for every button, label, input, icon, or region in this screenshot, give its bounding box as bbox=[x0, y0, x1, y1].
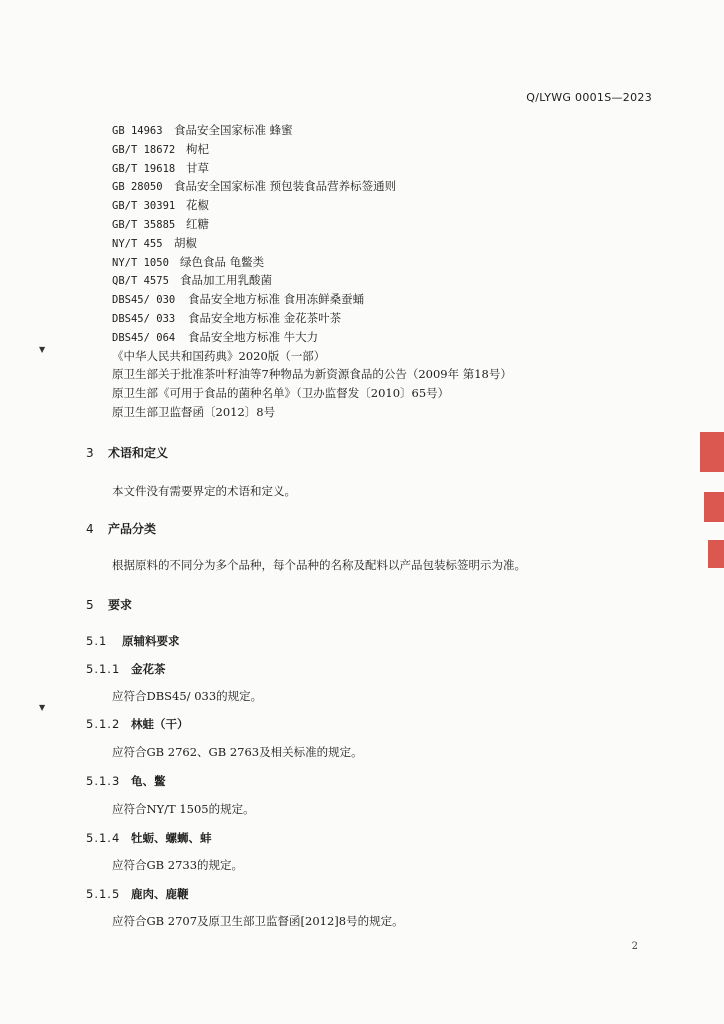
section-title: 林蛙（干） bbox=[131, 717, 189, 731]
section-title: 牡蛎、螺蛳、蚌 bbox=[131, 831, 212, 845]
reference-item bbox=[112, 234, 512, 253]
reference-code: DBS45/ 033 bbox=[112, 312, 176, 325]
section-title: 原辅料要求 bbox=[122, 634, 180, 648]
section-5-1-2-heading bbox=[86, 716, 189, 732]
reference-item bbox=[112, 347, 512, 366]
reference-code: GB/T 18672 bbox=[112, 143, 176, 156]
reference-item bbox=[112, 196, 512, 215]
seal-fragment bbox=[704, 492, 724, 522]
section-title: 龟、鳖 bbox=[131, 774, 166, 788]
reference-code: GB/T 35885 bbox=[112, 218, 176, 231]
section-title: 术语和定义 bbox=[108, 446, 169, 460]
reference-code: NY/T 1050 bbox=[112, 256, 169, 269]
section-number: 4 bbox=[86, 522, 94, 536]
scan-speck: ▼ bbox=[39, 345, 46, 354]
section-5-1-1-heading bbox=[86, 661, 166, 677]
section-number: 5.1.5 bbox=[86, 887, 121, 901]
section-4-body: 根据原料的不同分为多个品种，每个品种的名称及配料以产品包装标签明示为准。 bbox=[112, 558, 526, 572]
reference-item bbox=[112, 403, 512, 422]
section-5-1-2-body: 应符合GB 2762、GB 2763及相关标准的规定。 bbox=[112, 745, 363, 759]
document-code: Q/LYWG 0001S—2023 bbox=[526, 91, 652, 104]
section-5-1-1-body: 应符合DBS45/ 033的规定。 bbox=[112, 689, 263, 703]
reference-title: 花椒 bbox=[186, 198, 209, 213]
reference-title: 原卫生部关于批准茶叶籽油等7种物品为新资源食品的公告（2009年 第18号） bbox=[112, 367, 512, 382]
reference-title: 胡椒 bbox=[174, 235, 197, 250]
reference-title: 枸杞 bbox=[186, 141, 209, 156]
reference-code: DBS45/ 030 bbox=[112, 294, 176, 307]
reference-item bbox=[112, 290, 512, 309]
reference-title: 食品加工用乳酸菌 bbox=[180, 273, 272, 288]
reference-title: 食品安全地方标准 食用冻鲜桑蚕蛹 bbox=[188, 292, 365, 307]
reference-code: DBS45/ 064 bbox=[112, 331, 176, 344]
reference-title: 食品安全地方标准 牛大力 bbox=[188, 329, 319, 344]
section-5-1-4-body: 应符合GB 2733的规定。 bbox=[112, 858, 244, 872]
reference-title: 《中华人民共和国药典》2020版（一部） bbox=[112, 348, 326, 363]
reference-title: 食品安全国家标准 蜂蜜 bbox=[174, 123, 293, 137]
section-5-1-3-body: 应符合NY/T 1505的规定。 bbox=[112, 802, 255, 816]
reference-item bbox=[112, 253, 512, 272]
section-5-1-heading bbox=[86, 633, 180, 649]
section-number: 5.1.3 bbox=[86, 774, 121, 788]
seal-fragment bbox=[700, 432, 724, 472]
reference-item bbox=[112, 328, 512, 347]
section-5-heading bbox=[86, 596, 132, 613]
reference-item bbox=[112, 365, 512, 384]
section-title: 金花茶 bbox=[131, 662, 166, 676]
reference-title: 原卫生部《可用于食品的菌种名单》（卫办监督发〔2010〕65号） bbox=[112, 386, 450, 401]
section-5-1-5-body: 应符合GB 2707及原卫生部卫监督函[2012]8号的规定。 bbox=[112, 914, 404, 928]
section-number: 5.1.2 bbox=[86, 717, 121, 731]
reference-item bbox=[112, 140, 512, 159]
section-number: 5.1 bbox=[86, 634, 108, 648]
normative-references-list bbox=[112, 121, 512, 422]
section-5-1-3-heading bbox=[86, 773, 166, 789]
reference-item bbox=[112, 121, 512, 140]
reference-title: 甘草 bbox=[186, 160, 209, 175]
reference-item bbox=[112, 271, 512, 290]
reference-title: 原卫生部卫监督函〔2012〕8号 bbox=[112, 404, 276, 419]
section-5-1-4-heading bbox=[86, 830, 212, 846]
section-number: 3 bbox=[86, 446, 94, 460]
section-3-body: 本文件没有需要界定的术语和定义。 bbox=[112, 484, 296, 498]
section-3-heading bbox=[86, 444, 168, 461]
reference-item bbox=[112, 309, 512, 328]
reference-code: NY/T 455 bbox=[112, 237, 163, 250]
section-title: 鹿肉、鹿鞭 bbox=[131, 887, 189, 901]
section-number: 5 bbox=[86, 598, 94, 612]
reference-title: 食品安全地方标准 金花茶叶茶 bbox=[188, 310, 342, 325]
reference-code: GB 28050 bbox=[112, 181, 163, 194]
section-5-1-5-heading bbox=[86, 886, 189, 902]
section-number: 5.1.1 bbox=[86, 662, 121, 676]
reference-title: 绿色食品 龟鳖类 bbox=[180, 254, 265, 269]
page-number: 2 bbox=[631, 941, 638, 952]
reference-item bbox=[112, 384, 512, 403]
reference-code: GB/T 19618 bbox=[112, 162, 176, 175]
reference-title: 食品安全国家标准 预包装食品营养标签通则 bbox=[174, 179, 397, 194]
scan-speck: ▼ bbox=[39, 703, 46, 712]
seal-fragment bbox=[708, 540, 724, 568]
reference-item bbox=[112, 159, 512, 178]
section-title: 要求 bbox=[108, 598, 133, 612]
reference-title: 红糖 bbox=[186, 216, 209, 231]
section-number: 5.1.4 bbox=[86, 831, 121, 845]
reference-code: GB 14963 bbox=[112, 125, 163, 137]
reference-code: QB/T 4575 bbox=[112, 275, 169, 288]
section-4-heading bbox=[86, 520, 156, 537]
section-title: 产品分类 bbox=[108, 522, 157, 536]
reference-item bbox=[112, 215, 512, 234]
reference-code: GB/T 30391 bbox=[112, 200, 176, 213]
reference-item bbox=[112, 177, 512, 196]
